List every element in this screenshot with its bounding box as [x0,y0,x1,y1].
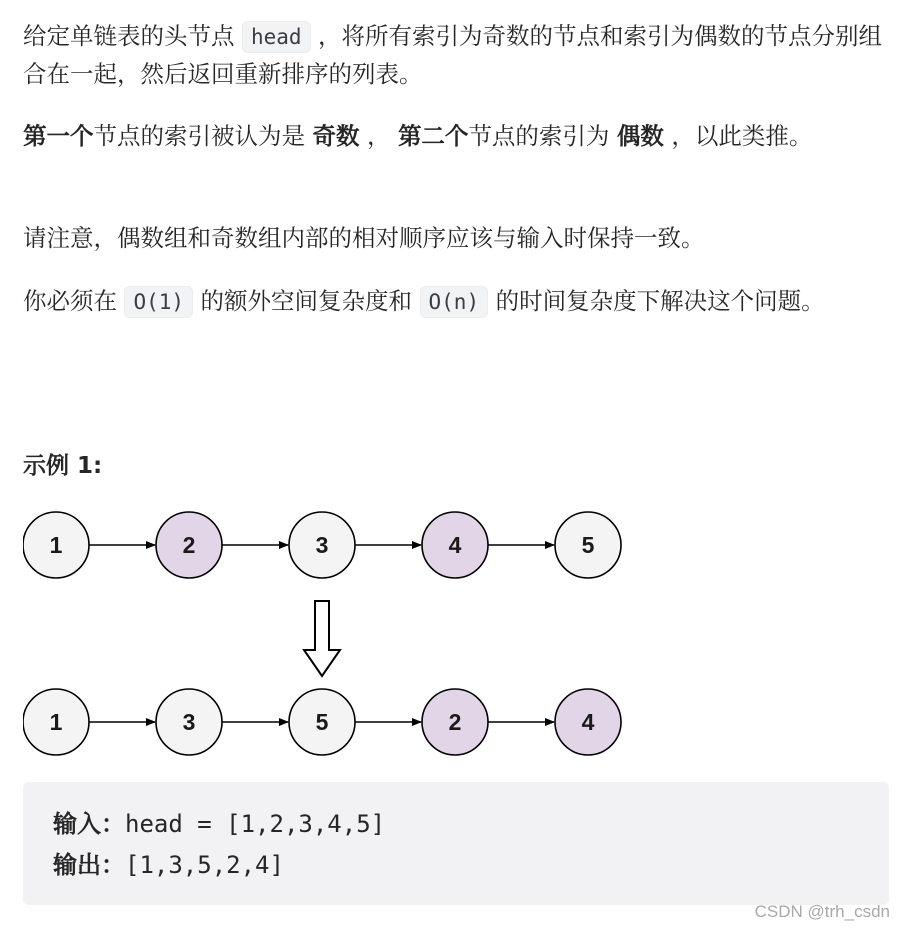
input-list [23,512,621,578]
list-node [23,512,89,578]
order-note-paragraph: 请注意，偶数组和奇数组内部的相对顺序应该与输入时保持一致。 [23,224,705,252]
bold-text: 奇数 [312,122,360,150]
list-node [555,689,621,755]
list-node [156,689,222,755]
bold-text: 第二个 [397,122,469,150]
text: 你必须在 [23,287,125,315]
list-node [289,512,355,578]
list-node [156,512,222,578]
bold-text: 偶数 [616,122,664,150]
list-node [422,512,488,578]
inline-code-head: head [242,21,311,53]
linked-list-diagram [23,500,643,762]
watermark: CSDN @trh_csdn [754,902,890,921]
inline-code-time: O(n) [420,286,489,318]
output-line [53,845,859,886]
node-label: 1 [49,709,63,735]
input-line [53,804,859,845]
output-list [23,689,621,755]
list-node [422,689,488,755]
node-label: 1 [49,532,63,558]
complexity-paragraph [23,283,883,321]
node-label: 3 [315,532,329,558]
node-label: 5 [581,532,595,558]
list-node [555,512,621,578]
text: 的额外空间复杂度和 [193,287,420,315]
index-rule-paragraph [23,118,883,155]
inline-code-space: O(1) [124,286,193,318]
example-io-block [23,782,889,905]
bold-text: 第一个 [23,122,94,150]
node-label: 5 [315,709,329,735]
output-value: [1,3,5,2,4] [125,851,284,879]
description-paragraph [23,18,883,93]
text: 节点的索引为 [468,122,617,150]
text: 的时间复杂度下解决这个问题。 [488,287,825,315]
text: ，将所有索引为奇数的节点和索引为偶数的节点分别组合在一起，然后返回重新排序的列表。 [23,22,883,88]
node-label: 3 [182,709,196,735]
node-label: 4 [581,709,595,735]
input-value: head = [1,2,3,4,5] [125,810,386,838]
list-node [23,689,89,755]
node-label: 2 [182,532,196,558]
output-label: 输出： [53,851,125,879]
node-label: 4 [448,532,462,558]
text: ，以此类推。 [663,122,813,150]
text: 给定单链表的头节点 [23,22,242,50]
text: ， [359,122,398,150]
example-title: 示例 1: [23,453,103,479]
transform-down-arrow-icon [304,601,340,676]
node-label: 2 [448,709,462,735]
input-label: 输入： [53,810,125,838]
list-node [289,689,355,755]
text: 节点的索引被认为是 [93,122,313,150]
